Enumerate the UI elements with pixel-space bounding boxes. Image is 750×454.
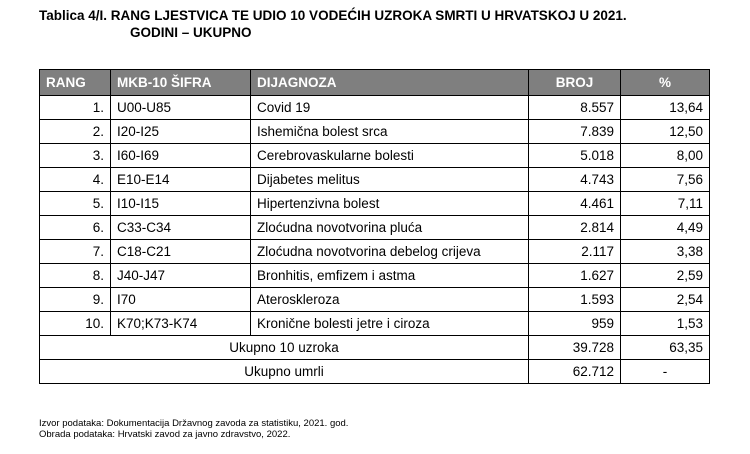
cell-dijagnoza: Dijabetes melitus [251,168,529,192]
summary-label: Ukupno 10 uzroka [40,336,529,360]
table-row [40,144,710,168]
cell-rang: 2. [40,120,111,144]
cell-dijagnoza: Ateroskleroza [251,288,529,312]
cell-broj: 1.627 [529,264,621,288]
cell-dijagnoza: Ishemična bolest srca [251,120,529,144]
cell-rang: 10. [40,312,111,336]
cell-dijagnoza: Cerebrovaskularne bolesti [251,144,529,168]
title-line-1: Tablica 4/I. RANG LJESTVICA TE UDIO 10 VODEĆIH UZROKA SMRTI U HRVATSKOJ U 2021. [39,8,627,23]
cell-pct: 1,53 [621,312,710,336]
cell-rang: 8. [40,264,111,288]
cell-dijagnoza: Kronične bolesti jetre i ciroza [251,312,529,336]
source-note: Izvor podataka: Dokumentacija Državnog zavoda za statistiku, 2021. god. [39,418,349,429]
cell-rang: 5. [40,192,111,216]
header-mkb: MKB-10 ŠIFRA [111,70,251,96]
cell-pct: 13,64 [621,96,710,120]
cell-mkb: C33-C34 [111,216,251,240]
cell-rang: 4. [40,168,111,192]
cell-mkb: I60-I69 [111,144,251,168]
header-broj: BROJ [529,70,621,96]
cell-broj: 8.557 [529,96,621,120]
cell-broj: 1.593 [529,288,621,312]
cell-pct: 12,50 [621,120,710,144]
cell-broj: 959 [529,312,621,336]
cell-rang: 6. [40,216,111,240]
summary-label: Ukupno umrli [40,360,529,384]
summary-broj: 39.728 [529,336,621,360]
cell-dijagnoza: Zloćudna novotvorina debelog crijeva [251,240,529,264]
table-row [40,192,710,216]
cell-mkb: K70;K73-K74 [111,312,251,336]
summary-pct: 63,35 [621,336,710,360]
cell-rang: 1. [40,96,111,120]
table-title [39,7,729,41]
table-row [40,216,710,240]
summary-broj: 62.712 [529,360,621,384]
cell-mkb: J40-J47 [111,264,251,288]
cell-broj: 4.743 [529,168,621,192]
cell-broj: 4.461 [529,192,621,216]
cell-dijagnoza: Zloćudna novotvorina pluća [251,216,529,240]
table-row [40,168,710,192]
header-row [40,70,710,96]
header-rang: RANG [40,70,111,96]
cell-pct: 2,54 [621,288,710,312]
cell-rang: 3. [40,144,111,168]
summary-row-total [40,360,710,384]
cell-pct: 4,49 [621,216,710,240]
causes-of-death-table [39,69,710,384]
table-row [40,120,710,144]
cell-rang: 9. [40,288,111,312]
cell-pct: 7,11 [621,192,710,216]
cell-broj: 2.117 [529,240,621,264]
table-row [40,240,710,264]
table-row [40,96,710,120]
header-dijagnoza: DIJAGNOZA [251,70,529,96]
cell-broj: 7.839 [529,120,621,144]
cell-dijagnoza: Bronhitis, emfizem i astma [251,264,529,288]
cell-mkb: I20-I25 [111,120,251,144]
cell-mkb: I70 [111,288,251,312]
cell-pct: 7,56 [621,168,710,192]
summary-pct: - [621,360,710,384]
cell-dijagnoza: Covid 19 [251,96,529,120]
table-row [40,312,710,336]
cell-pct: 3,38 [621,240,710,264]
summary-row-top10 [40,336,710,360]
cell-pct: 8,00 [621,144,710,168]
header-pct: % [621,70,710,96]
cell-mkb: C18-C21 [111,240,251,264]
cell-mkb: E10-E14 [111,168,251,192]
processing-note: Obrada podataka: Hrvatski zavod za javno zdravstvo, 2022. [39,429,291,440]
cell-pct: 2,59 [621,264,710,288]
table-notes [39,418,348,440]
cell-mkb: U00-U85 [111,96,251,120]
cell-mkb: I10-I15 [111,192,251,216]
table-row [40,288,710,312]
cell-rang: 7. [40,240,111,264]
cell-broj: 2.814 [529,216,621,240]
cell-broj: 5.018 [529,144,621,168]
cell-dijagnoza: Hipertenzivna bolest [251,192,529,216]
table-row [40,264,710,288]
title-line-2: GODINI – UKUPNO [130,25,252,40]
